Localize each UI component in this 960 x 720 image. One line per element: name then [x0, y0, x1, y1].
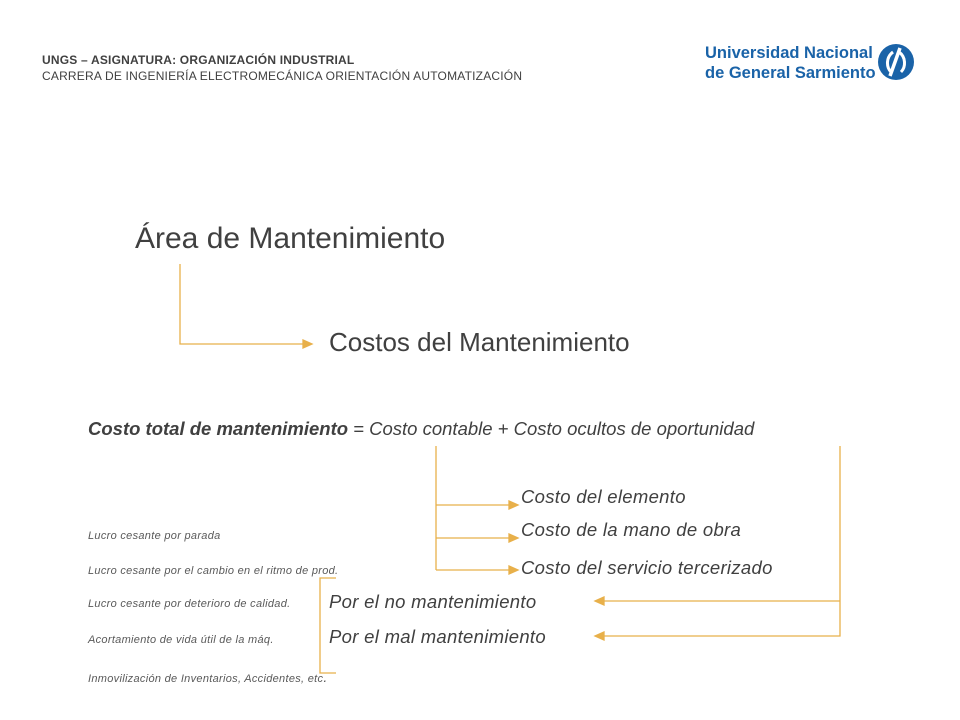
formula-lhs: Costo total de mantenimiento — [88, 418, 349, 439]
ocultos-item: Por el mal mantenimiento — [329, 626, 546, 647]
slide-subtitle: Costos del Mantenimiento — [329, 327, 630, 357]
ocultos-arrowhead-1 — [595, 597, 604, 605]
formula-rhs: = Costo contable + Costo ocultos de oportunidad — [348, 418, 755, 439]
contable-item: Costo del elemento — [521, 486, 686, 507]
ocultos-branch-line — [600, 446, 840, 636]
lucro-item: Acortamiento de vida útil de la máq. — [88, 634, 274, 646]
title-connector-line — [180, 264, 306, 344]
contable-arrowhead-3 — [509, 566, 518, 574]
contable-item: Costo del servicio tercerizado — [521, 557, 773, 578]
slide-title: Área de Mantenimiento — [135, 222, 446, 255]
lucro-item-text: Inmovilización de Inventarios, Accidentes, etc — [88, 673, 324, 685]
ocultos-arrowhead-2 — [595, 632, 604, 640]
title-connector-arrowhead — [303, 340, 312, 348]
ocultos-item: Por el no mantenimiento — [329, 591, 537, 612]
contable-arrowhead-2 — [509, 534, 518, 542]
header-career: CARRERA DE INGENIERÍA ELECTROMECÁNICA ORIENTACIÓN AUTOMATIZACIÓN — [42, 69, 523, 83]
logo-text-line2: de General Sarmiento — [705, 64, 876, 82]
lucro-item: Lucro cesante por el cambio en el ritmo de prod. — [88, 565, 339, 577]
contable-item: Costo de la mano de obra — [521, 519, 742, 540]
logo-text-line1: Universidad Nacional — [705, 44, 873, 62]
lucro-item: Lucro cesante por deterioro de calidad. — [88, 598, 291, 610]
lucro-item-last — [88, 669, 328, 685]
lucro-item-period: . — [323, 669, 328, 685]
lucro-item: Lucro cesante por parada — [88, 530, 221, 542]
header-course: UNGS – ASIGNATURA: ORGANIZACIÓN INDUSTRIAL — [42, 53, 355, 67]
contable-arrowhead-1 — [509, 501, 518, 509]
